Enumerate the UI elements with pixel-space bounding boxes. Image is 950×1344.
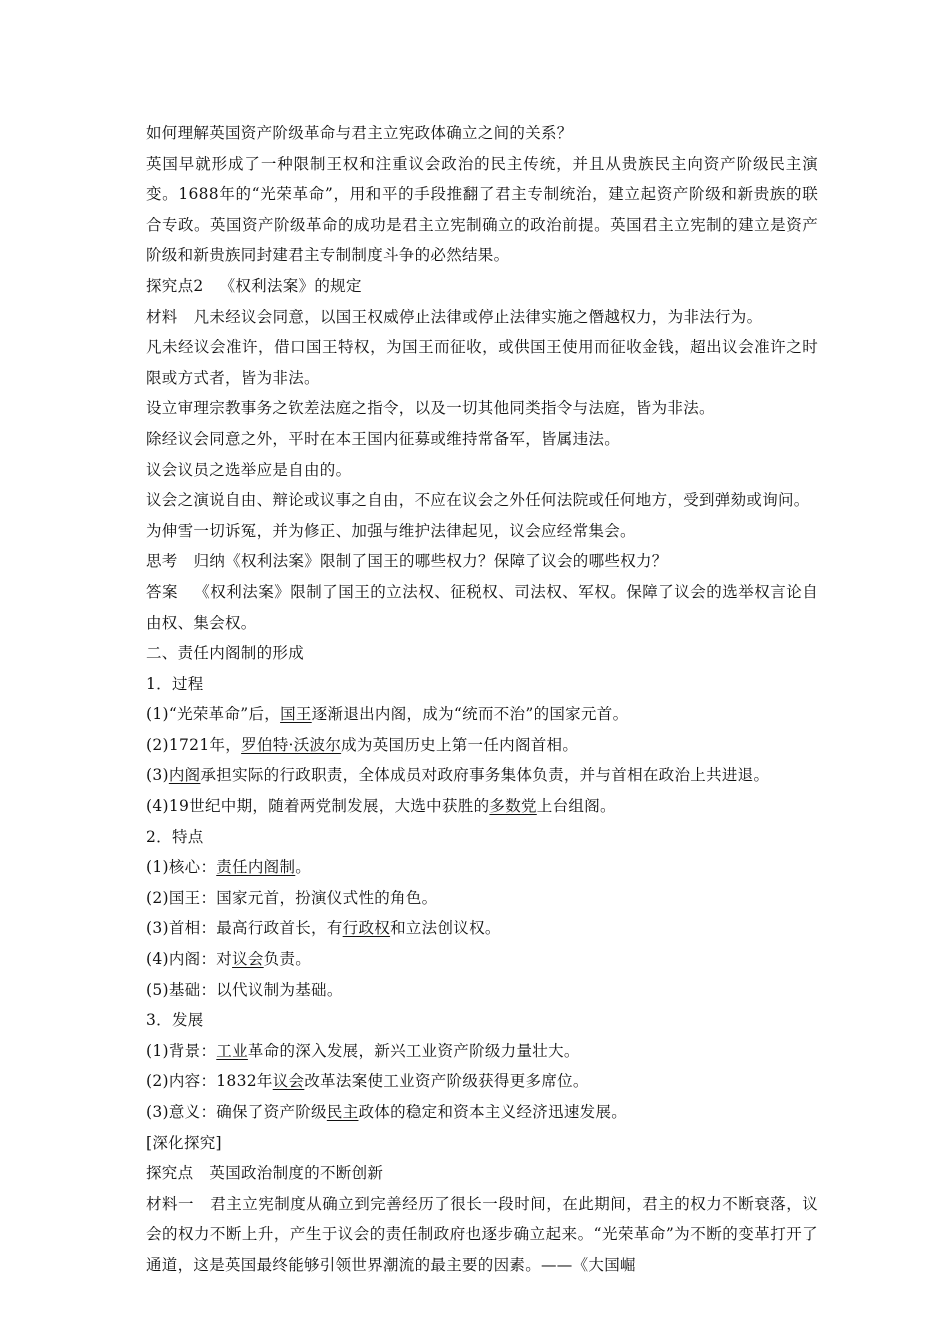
- feature-item-5: (5)基础：以代议制为基础。: [146, 980, 343, 999]
- section-2-heading: 二、责任内阁制的形成: [146, 644, 305, 663]
- bill-material-line: 议会之演说自由、辩论或议事之自由，不应在议会之外任何法院或任何地方，受到弹劾或询问。: [146, 491, 810, 510]
- question-intro: 如何理解英国资产阶级革命与君主立宪政体确立之间的关系？: [146, 124, 573, 142]
- process-heading: 1．过程: [146, 674, 204, 693]
- material-1: 材料一 君主立宪制度从确立到完善经历了很长一段时间，在此期间，君主的权力不断衰落，议会的权力不断上升，产生于议会的责任制政府也逐步确立起来。“光荣革命”为不断的变革打开了通道，这是英国最终能够引领世界潮流的最主要的因素。——《大国崛: [146, 1194, 818, 1274]
- bill-material-line: 凡未经议会准许，借口国王特权，为国王而征收，或供国王使用而征收金钱，超出议会准许之时限或方式者，皆为非法。: [146, 338, 818, 387]
- think-question: 思考 归纳《权利法案》限制了国王的哪些权力？保障了议会的哪些权力？: [146, 552, 668, 571]
- think-answer: 答案 《权利法案》限制了国王的立法权、征税权、司法权、军权。保障了议会的选举权言论自由权、集会权。: [146, 582, 818, 632]
- development-item-1: (1)背景：工业革命的深入发展，新兴工业资产阶级力量壮大。: [146, 1041, 580, 1060]
- process-item-1: (1)“光荣革命”后，国王逐渐退出内阁，成为“统而不治”的国家元首。: [146, 705, 629, 724]
- bill-material-line: 为伸雪一切诉冤，并为修正、加强与维护法律起见，议会应经常集会。: [146, 521, 636, 540]
- development-heading: 3．发展: [146, 1011, 204, 1030]
- process-item-4: (4)19世纪中期，随着两党制发展，大选中获胜的多数党上台组阁。: [146, 797, 616, 816]
- feature-item-3: (3)首相：最高行政首长，有行政权和立法创议权。: [146, 919, 501, 938]
- feature-item-2: (2)国王：国家元首，扮演仪式性的角色。: [146, 888, 438, 907]
- bill-material-first: 材料 凡未经议会同意，以国王权威停止法律或停止法律实施之僭越权力，为非法行为。: [146, 307, 763, 326]
- bill-material-line: 议会议员之选举应是自由的。: [146, 460, 352, 479]
- bill-material-line: 设立审理宗教事务之钦差法庭之指令，以及一切其他同类指令与法庭，皆为非法。: [146, 399, 715, 418]
- answer-intro: 英国早就形成了一种限制王权和注重议会政治的民主传统，并且从贵族民主向资产阶级民主演变。1688年的“光荣革命”，用和平的手段推翻了君主专制统治，建立起资产阶级和新贵族的联合专政。英国资产阶级革命的成功是君主立宪制确立的政治前提。英国君主立宪制的建立是资产阶级和新贵族同封建君主专制制度斗争的必然结果。: [146, 154, 818, 265]
- document-page: [146, 118, 818, 1281]
- deepen-heading: [深化探究]: [146, 1133, 222, 1152]
- explore-point-2-heading: 探究点2 《权利法案》的规定: [146, 276, 362, 295]
- feature-item-4: (4)内阁：对议会负责。: [146, 950, 312, 969]
- development-item-3: (3)意义：确保了资产阶级民主政体的稳定和资本主义经济迅速发展。: [146, 1103, 628, 1121]
- deepen-point-heading: 探究点 英国政治制度的不断创新: [146, 1164, 384, 1183]
- development-item-2: (2)内容：1832年议会改革法案使工业资产阶级获得更多席位。: [146, 1072, 589, 1091]
- feature-item-1: (1)核心：责任内阁制。: [146, 858, 312, 877]
- process-item-2: (2)1721年，罗伯特·沃波尔成为英国历史上第一任内阁首相。: [146, 735, 579, 754]
- process-item-3: (3)内阁承担实际的行政职责，全体成员对政府事务集体负责，并与首相在政治上共进退。: [146, 766, 770, 785]
- bill-material-line: 除经议会同意之外，平时在本王国内征募或维持常备军，皆属违法。: [146, 429, 621, 448]
- features-heading: 2．特点: [146, 827, 204, 846]
